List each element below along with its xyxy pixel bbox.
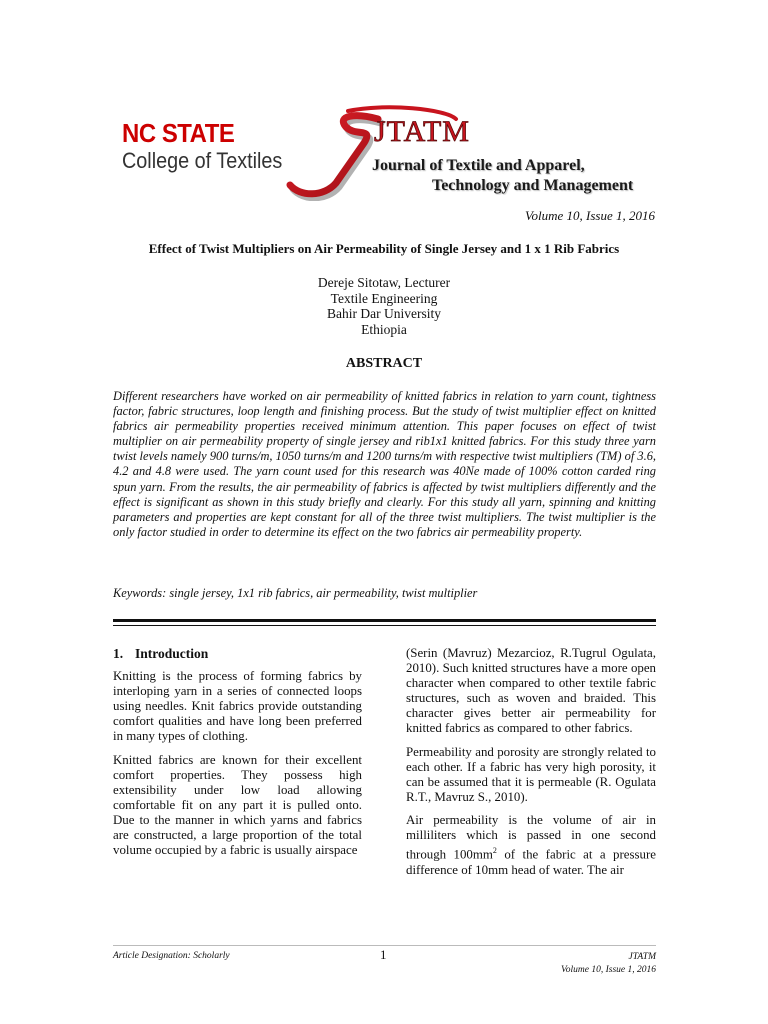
- paragraph: Permeability and porosity are strongly related to each other. If a fabric has very high porosity, it can be assumed that it is permeable (R. Ogulata R.T., Mavruz S., 2010).: [406, 744, 656, 804]
- author-name: Dereje Sitotaw, Lecturer: [317, 275, 451, 290]
- paper-title: Effect of Twist Multipliers on Air Permeability of Single Jersey and 1 x 1 Rib Fabrics: [148, 241, 620, 256]
- article-designation: Article Designation: Scholarly: [113, 951, 230, 961]
- journal-title-line2: Technology and Management: [432, 177, 634, 194]
- right-column: [406, 646, 656, 886]
- nc-state-logo: [122, 120, 300, 174]
- journal-title-line1: Journal of Textile and Apparel,: [372, 157, 585, 174]
- footer-volume: Volume 10, Issue 1, 2016: [561, 965, 656, 975]
- paragraph: Knitting is the process of forming fabrics by interloping yarn in a series of connected loops using needles. Knit fabrics provide outstanding comfort qualities and have long been preferred in many types of clothing.: [113, 669, 362, 744]
- section-divider-thick: [113, 619, 656, 622]
- jtatm-logo: [286, 105, 666, 201]
- abstract-text: Different researchers have worked on air permeability of knitted fabrics in relation to yarn count, tightness factor, fabric structures, loop length and finishing process. But the study of twist multiplier effect on knitted fabrics air permeability properties received minimum attention. This paper focuses on effect of twist multiplier on air permeability property of single jersey and rib1x1 knitted fabrics. For this study three yarn twist levels namely 900 turns/m, 1050 turns/m and 1200 turns/m with respective twist multipliers (TM) of 3.6, 4.2 and 4.8 were used. The yarn count used for this research was 40Ne made of 100% cotton carded ring spun yarn. From the results, the air permeability of fabrics is affected by twist multipliers differently and the effect is significant as shown in this study briefly and clearly. For this study all yarn, spinning and knitting parameters and properties are kept constant for all of the three twist multipliers. The twist multiplier is the only factor studied in order to determine its effect on the two fabrics air permeability property.: [113, 389, 656, 539]
- jtatm-wordmark: JTATM: [374, 115, 470, 148]
- section-divider-thin: [113, 625, 656, 626]
- section-heading: [113, 646, 362, 661]
- keywords: Keywords: single jersey, 1x1 rib fabrics, air permeability, twist multiplier: [113, 586, 478, 600]
- page-number: 1: [380, 947, 387, 962]
- volume-issue: Volume 10, Issue 1, 2016: [525, 208, 655, 223]
- abstract-heading: ABSTRACT: [345, 356, 423, 371]
- footer-divider: [113, 945, 656, 946]
- author-block: [0, 275, 768, 337]
- paragraph: (Serin (Mavruz) Mezarcioz, R.Tugrul Ogulata, 2010). Such knitted structures have a more open character when compared to other textile fabric structures, such as woven and braided. This character gives better air permeability for knitted fabrics as compared to other fabrics.: [406, 646, 656, 736]
- nc-state-wordmark: NC STATE: [122, 118, 235, 148]
- section-number: 1.: [113, 646, 124, 661]
- paragraph: Knitted fabrics are known for their excellent comfort properties. They possess high extensibility under low load allowing comfortable fit on any part it is pulled onto. Due to the manner in which yarns and fabrics are constructed, a large proportion of the total volume occupied by a fabric is usually airspace: [113, 752, 362, 858]
- college-of-textiles-label: College of Textiles: [122, 148, 283, 173]
- paragraph-air-permeability: Air permeability is the volume of air in milliliters which is passed in one second through $100mm^2$ of the fabric at a pressure difference of 10mm head of water. The air: [406, 812, 656, 877]
- footer-journal-info: [561, 951, 656, 977]
- author-university: Bahir Dar University: [327, 306, 441, 322]
- section-title: Introduction: [135, 646, 209, 661]
- footer-journal: JTATM: [628, 952, 656, 962]
- author-country: Ethiopia: [361, 321, 407, 337]
- left-column: [113, 646, 362, 866]
- author-department: Textile Engineering: [330, 290, 438, 306]
